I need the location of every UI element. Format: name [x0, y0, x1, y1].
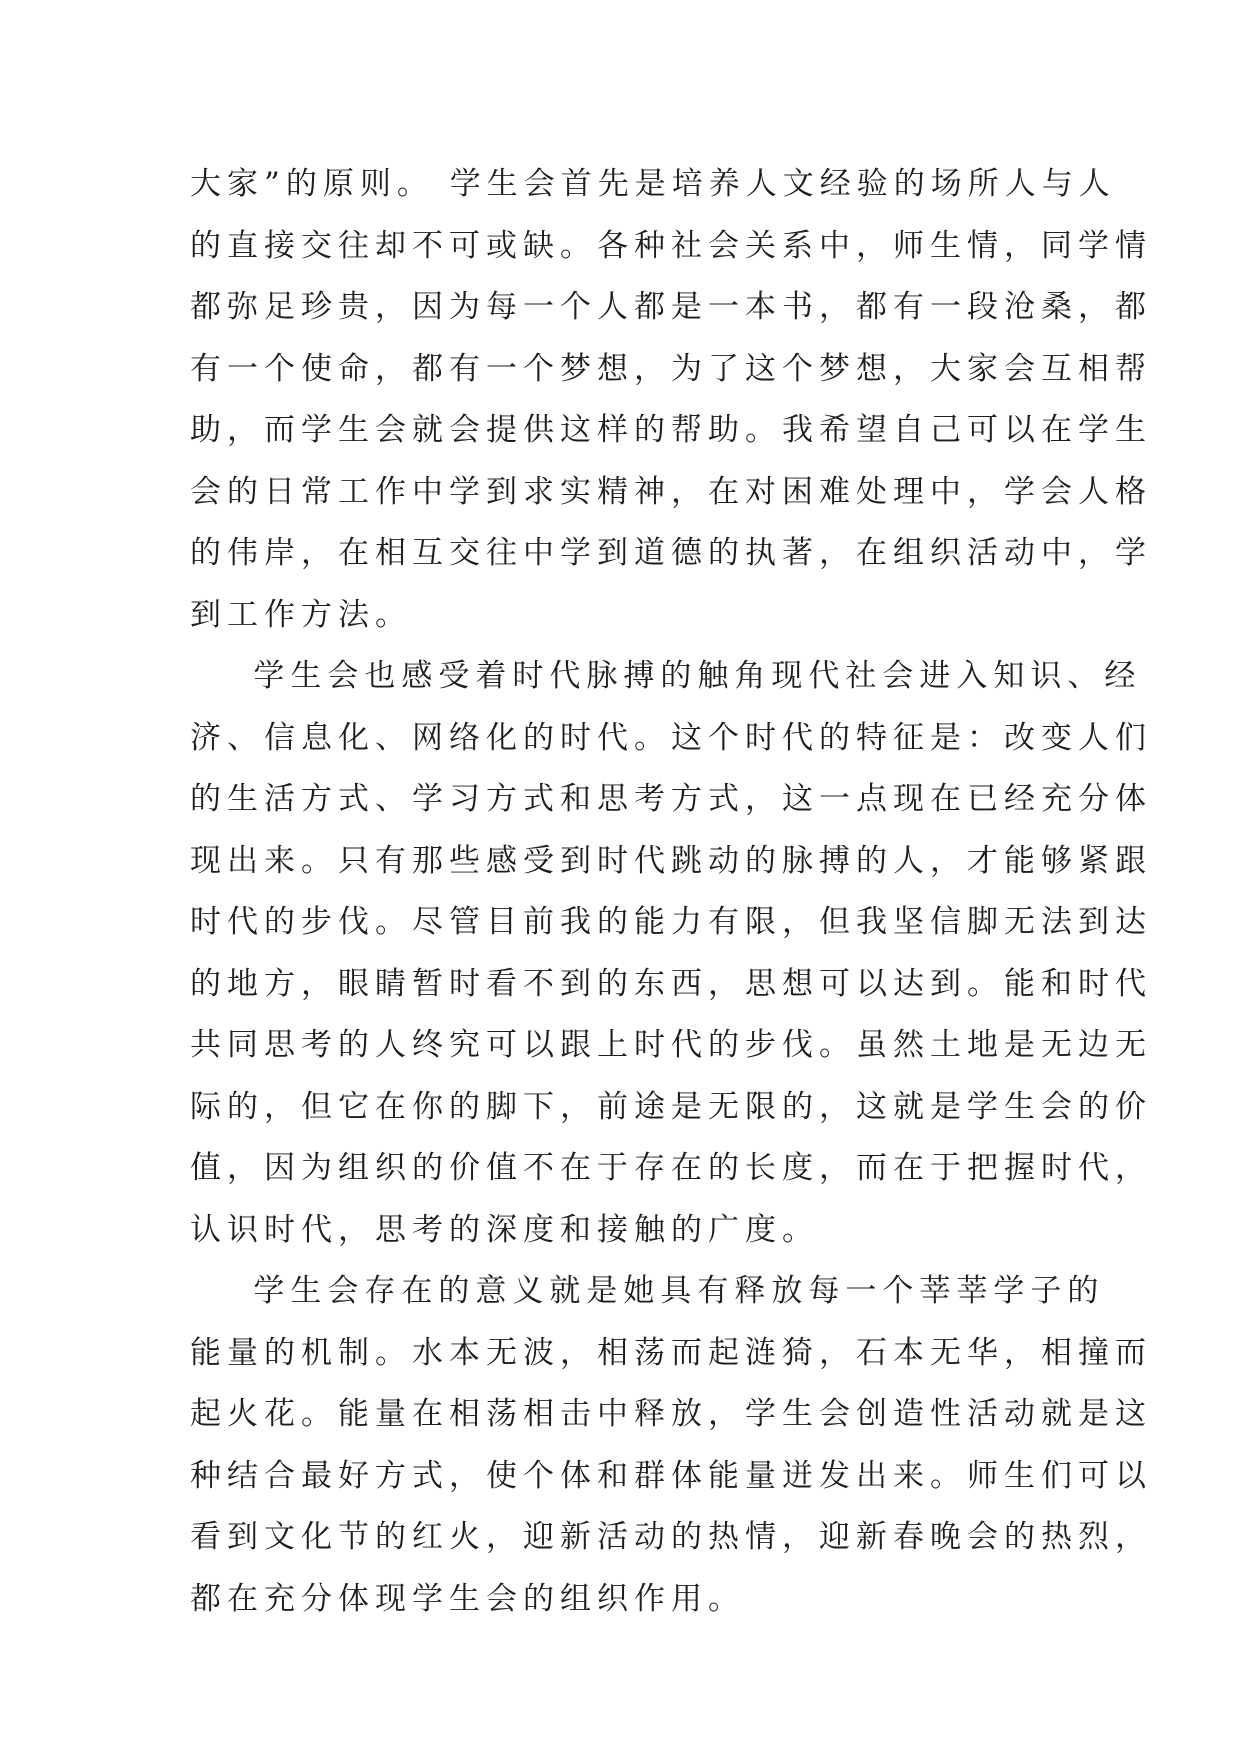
text-line: 起火花。能量在相荡相击中释放，学生会创造性活动就是这	[190, 1396, 1152, 1432]
text-line: 大家”的原则。 学生会首先是培养人文经验的场所人与人	[190, 166, 1116, 202]
text-line: 共同思考的人终究可以跟上时代的步伐。虽然土地是无边无	[190, 1027, 1152, 1063]
text-line: 的伟岸，在相互交往中学到道德的执著，在组织活动中，学	[190, 535, 1152, 571]
text-line: 能量的机制。水本无波，相荡而起涟猗，石本无华，相撞而	[190, 1334, 1152, 1371]
text-line: 认识时代，思考的深度和接触的广度。	[190, 1211, 819, 1248]
text-line: 有一个使命，都有一个梦想，为了这个梦想，大家会互相帮	[190, 350, 1152, 387]
text-line: 现出来。只有那些感受到时代跳动的脉搏的人，才能够紧跟	[190, 842, 1152, 879]
text-line: 时代的步伐。尽管目前我的能力有限，但我坚信脚无法到达	[190, 904, 1152, 940]
text-line: 值，因为组织的价值不在于存在的长度，而在于把握时代，	[190, 1150, 1152, 1186]
body-text	[190, 154, 1152, 1630]
text-line: 际的，但它在你的脚下，前途是无限的，这就是学生会的价	[190, 1088, 1152, 1125]
text-line: 都在充分体现学生会的组织作用。	[190, 1580, 745, 1617]
text-line: 济、信息化、网络化的时代。这个时代的特征是：改变人们	[190, 719, 1152, 756]
text-line: 种结合最好方式，使个体和群体能量迸发出来。师生们可以	[190, 1457, 1152, 1494]
text-line: 的生活方式、学习方式和思考方式，这一点现在已经充分体	[190, 781, 1152, 817]
text-line: 都弥足珍贵，因为每一个人都是一本书，都有一段沧桑，都	[190, 289, 1152, 325]
text-line: 学生会也感受着时代脉搏的触角现代社会进入知识、经	[190, 658, 1142, 694]
text-line: 的直接交往却不可或缺。各种社会关系中，师生情，同学情	[190, 227, 1152, 264]
text-line: 到工作方法。	[190, 596, 412, 633]
text-line: 的地方，眼睛暂时看不到的东西，思想可以达到。能和时代	[190, 965, 1152, 1002]
text-line: 助，而学生会就会提供这样的帮助。我希望自己可以在学生	[190, 412, 1152, 448]
text-line: 看到文化节的红火，迎新活动的热情，迎新春晚会的热烈，	[190, 1519, 1152, 1555]
text-line: 会的日常工作中学到求实精神，在对困难处理中，学会人格	[190, 473, 1152, 510]
text-line: 学生会存在的意义就是她具有释放每一个莘莘学子的	[190, 1273, 1105, 1309]
